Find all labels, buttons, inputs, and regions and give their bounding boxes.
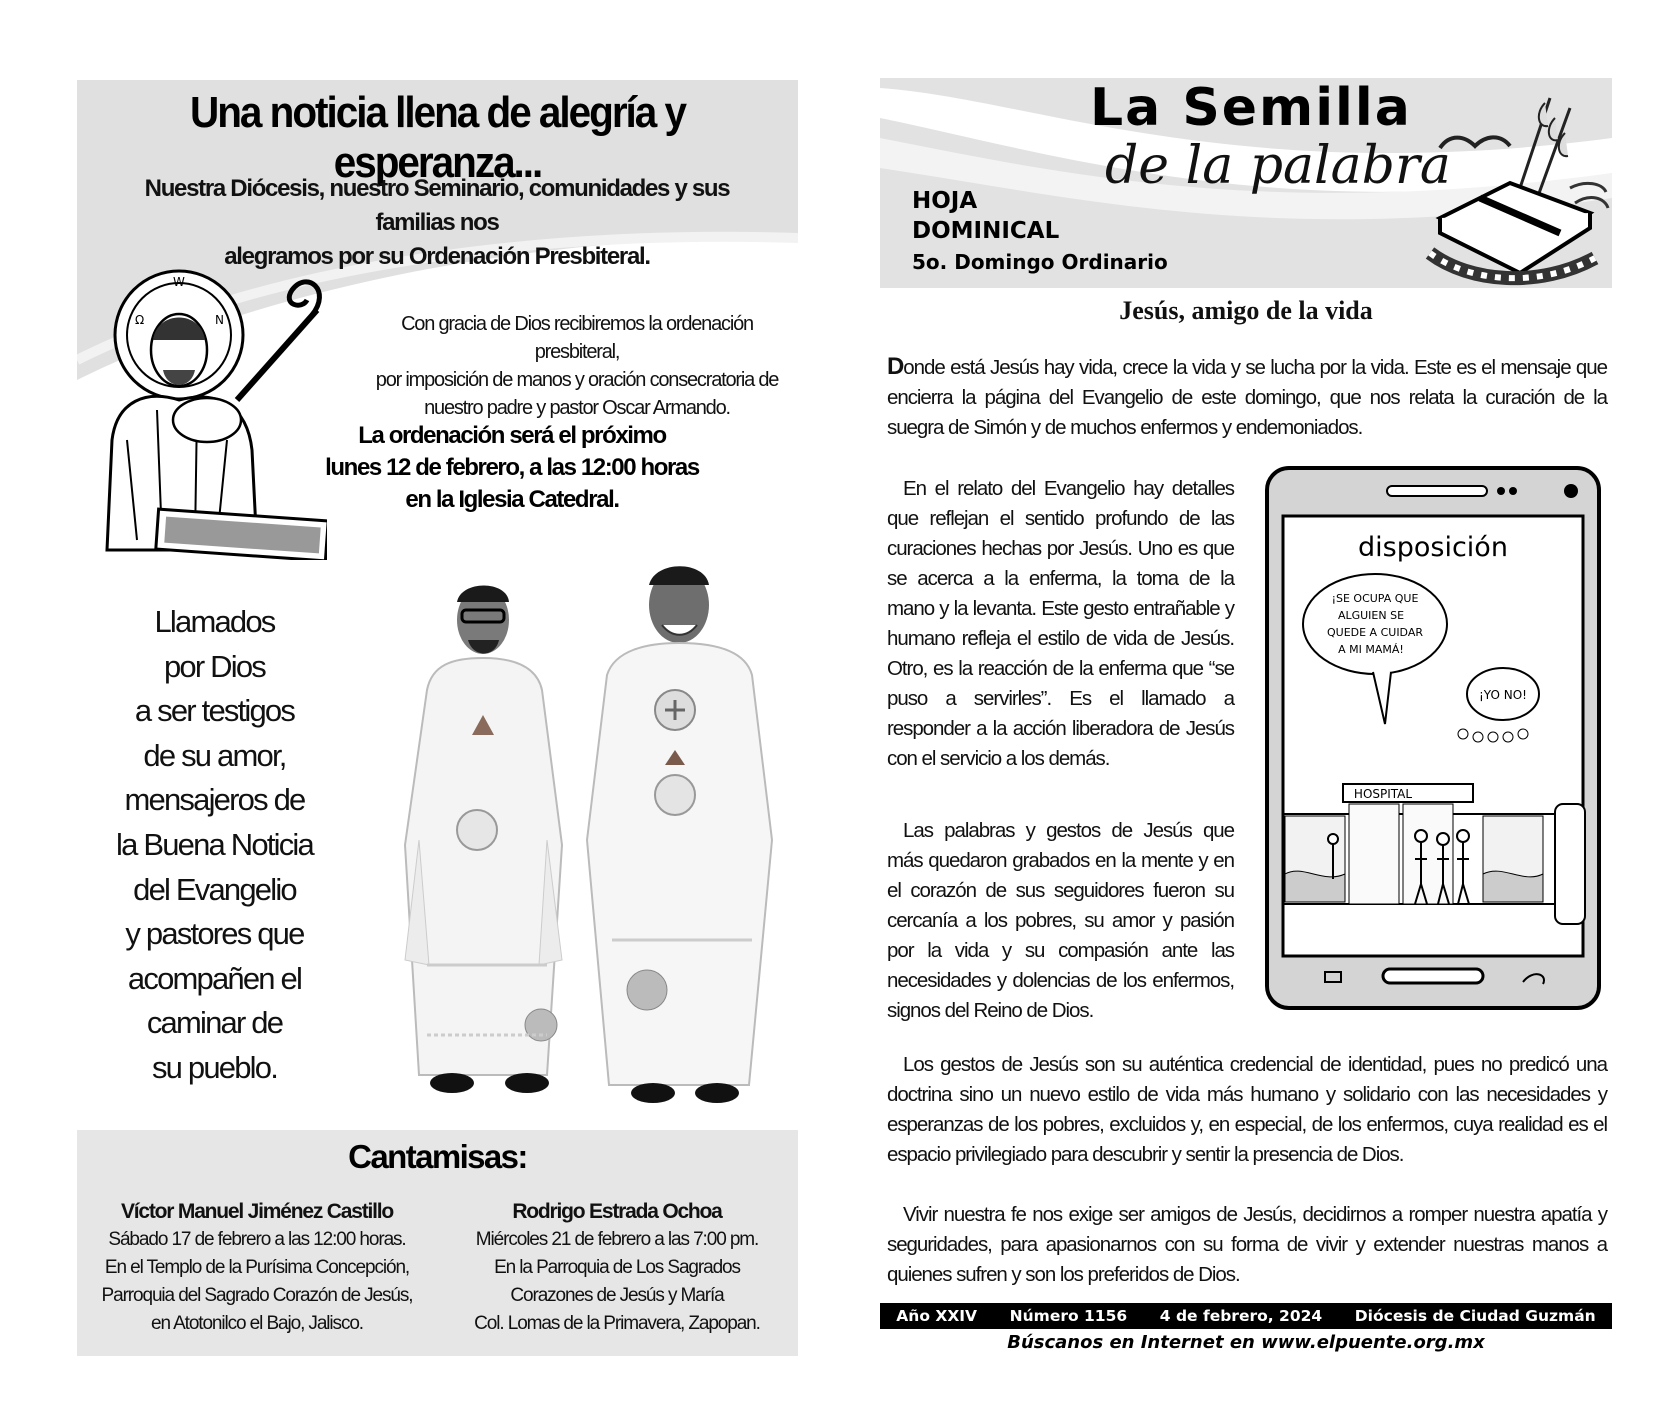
- drop-cap: D: [887, 353, 904, 380]
- cantamisa-line: Col. Lomas de la Primavera, Zapopan.: [474, 1313, 760, 1334]
- cantamisa-line: en Atotonilco el Bajo, Jalisco.: [151, 1313, 363, 1334]
- halo-letter-n: N: [215, 313, 224, 327]
- called-line: mensajeros de: [124, 782, 305, 818]
- halo-letter-w: W: [173, 275, 185, 289]
- cantamisa-line: En el Templo de la Purísima Concepción,: [104, 1257, 410, 1278]
- cantamisas-title: Cantamisas:: [348, 1138, 527, 1175]
- called-line: la Buena Noticia: [116, 826, 313, 862]
- footer-year: Año XXIV: [896, 1307, 978, 1325]
- hospital-sign: HOSPITAL: [1353, 787, 1413, 801]
- bubble-line: QUEDE A CUIDAR: [1326, 626, 1424, 639]
- cartoon-title: disposición: [1358, 532, 1508, 563]
- article-paragraph-3: Las palabras y gestos de Jesús que más quedaron grabados en la mente y en el corazón de sus seguidores fueron su cercanía a los pobres, su amor y pasión por la vida y su compasión ante las necesidades y dolencias de los enfermos, signos del Reino de Dios.: [887, 819, 1234, 1022]
- called-line: acompañen el: [127, 960, 302, 996]
- date-line-2: lunes 12 de febrero, a las 12:00 horas: [325, 454, 699, 481]
- called-line: su pueblo.: [151, 1049, 278, 1085]
- cantamisa-line: Parroquia del Sagrado Corazón de Jesús,: [101, 1285, 413, 1306]
- cantamisa-line: En la Parroquia de Los Sagrados: [494, 1257, 740, 1278]
- called-by-god-text: [87, 600, 342, 1091]
- ordination-date: [312, 420, 712, 516]
- article-paragraph-1: [887, 352, 1607, 443]
- ordination-line-1: Con gracia de Dios recibiremos la ordenación presbiteral,: [401, 313, 753, 363]
- cantamisa-rodrigo: [447, 1198, 787, 1338]
- cantamisa-line: Sábado 17 de febrero a las 12:00 horas.: [108, 1229, 406, 1250]
- footer-number: Número 1156: [1009, 1307, 1128, 1325]
- hoja-line-1: HOJA: [912, 188, 978, 214]
- article-paragraph-4: Los gestos de Jesús son su auténtica credencial de identidad, pues no predicó una doctrina sino un nuevo estilo de vida más humano y solidario con las necesidades y esperanzas de los pobres, excluidos y, en especial, de los enfermos, cuya realidad es el espacio privilegiado para descubrir y sentir la presencia de Dios.: [887, 1053, 1607, 1166]
- bible-wheat-logo: [1420, 88, 1610, 288]
- cantamisa-victor: [87, 1198, 427, 1338]
- subhead-line-2: alegramos por su Ordenación Presbiteral.: [224, 243, 650, 270]
- announcement-panel: [77, 80, 798, 600]
- jesus-shepherd-illustration: [87, 260, 327, 560]
- cantamisa-name: Rodrigo Estrada Ochoa: [512, 1200, 722, 1223]
- date-line-3: en la Iglesia Catedral.: [405, 486, 619, 513]
- called-line: Llamados: [154, 604, 275, 639]
- article-title: Jesús, amigo de la vida: [1119, 296, 1373, 325]
- footer-date: 4 de febrero, 2024: [1159, 1307, 1323, 1325]
- bubble-line: ALGUIEN SE: [1337, 609, 1405, 622]
- masthead-title: La Semilla: [1090, 78, 1412, 138]
- cantamisas-box: [77, 1130, 798, 1356]
- halo-letter-omega: Ω: [135, 313, 145, 327]
- article-paragraph-5: Vivir nuestra fe nos exige ser amigos de Jesús, decidirnos a romper nuestra apatía y seguridades, para apasionarnos con su forma de vivir y extender nuestras manos a quienes sufren y son los preferidos de Dios.: [887, 1203, 1607, 1286]
- subhead-line-1: Nuestra Diócesis, nuestro Seminario, comunidades y sus familias nos: [144, 175, 730, 236]
- footer-diocese: Diócesis de Ciudad Guzmán: [1354, 1307, 1596, 1325]
- masthead: [880, 78, 1612, 288]
- hoja-line-2: DOMINICAL: [912, 218, 1060, 244]
- called-line: por Dios: [163, 648, 266, 684]
- right-page: [880, 78, 1612, 1368]
- footer-website: Búscanos en Internet en www.elpuente.org.mx: [1007, 1332, 1485, 1353]
- footer-bar: [880, 1303, 1612, 1329]
- priest-right: [587, 566, 772, 1103]
- cantamisa-name: Víctor Manuel Jiménez Castillo: [120, 1200, 394, 1223]
- masthead-subtitle: de la palabra: [1105, 136, 1451, 196]
- called-line: caminar de: [146, 1005, 283, 1041]
- ordination-line-3: nuestro padre y pastor Oscar Armando.: [424, 397, 730, 419]
- ordination-line-2: por imposición de manos y oración consecratoria de: [375, 369, 779, 391]
- left-page: [77, 80, 798, 1356]
- cantamisa-line: Corazones de Jesús y María: [510, 1285, 724, 1306]
- paragraph-text: onde está Jesús hay vida, crece la vida y se lucha por la vida. Este es el mensaje que encierra la página del Evangelio de este domingo, que nos relata la curación de la suegra de Simón y de muchos enfermos y endemoniados.: [887, 356, 1607, 439]
- called-line: del Evangelio: [133, 871, 296, 907]
- hoja-dominical: [912, 186, 1059, 246]
- sunday-label: 5o. Domingo Ordinario: [912, 250, 1168, 274]
- bubble-line: A MI MAMÁ!: [1338, 643, 1404, 656]
- bubble-line: ¡SE OCUPA QUE: [1331, 592, 1419, 605]
- ordination-announcement: [357, 310, 797, 422]
- cantamisa-line: Miércoles 21 de febrero a las 7:00 pm.: [475, 1229, 759, 1250]
- headline: Una noticia llena de alegría y esperanza...: [190, 88, 685, 187]
- called-line: y pastores que: [125, 916, 304, 952]
- priest-left: [405, 586, 562, 1094]
- phone-cartoon-illustration: [1263, 464, 1603, 1012]
- subhead: [137, 172, 737, 274]
- bubble-2-text: ¡YO NO!: [1479, 688, 1527, 702]
- called-line: a ser testigos: [134, 693, 295, 729]
- called-line: de su amor,: [143, 737, 286, 773]
- two-priests-photo: [357, 540, 797, 1180]
- article-paragraph-2: En el relato del Evangelio hay detalles que reflejan el sentido profundo de las curaciones hechas por Jesús. Uno es que se acerca a la enferma, la toma de la mano y la levanta. Este gesto entrañable y humano refleja el estilo de vida de Jesús. Otro, es la reacción de la enferma que “se puso a servirles”. Es el llamado a responder a la acción liberadora de Jesús con el servicio a los demás.: [887, 477, 1234, 770]
- date-line-1: La ordenación será el próximo: [358, 422, 666, 449]
